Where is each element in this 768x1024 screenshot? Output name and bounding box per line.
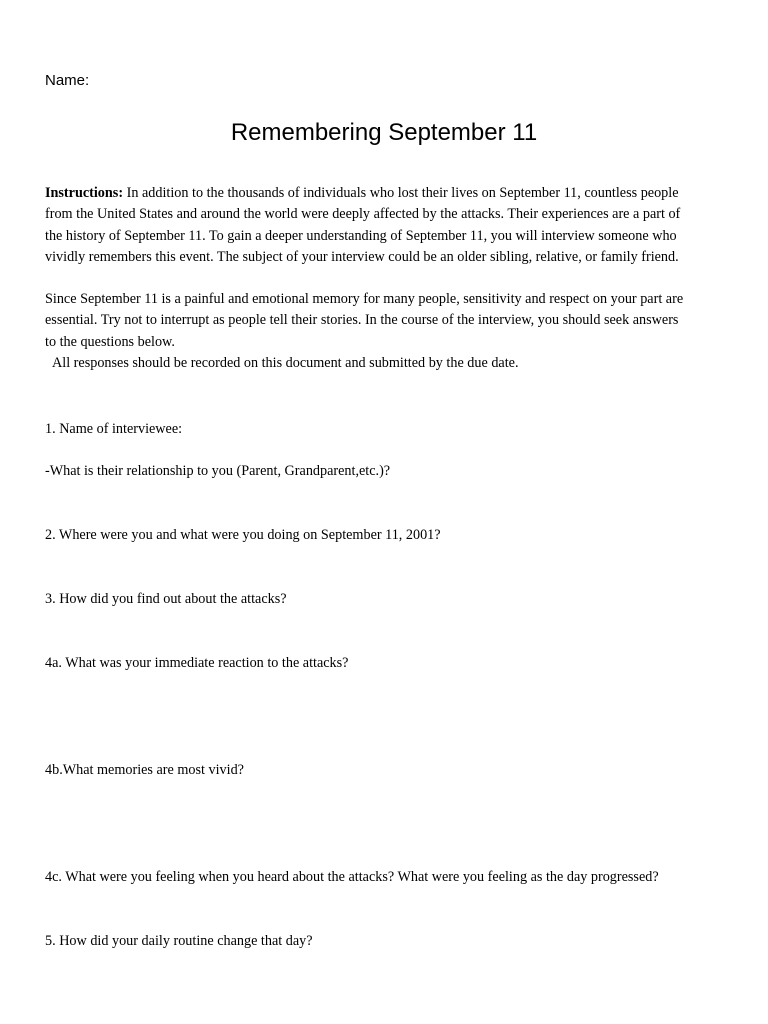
question-1-relationship: -What is their relationship to you (Parent, Grandparent,etc.)?: [45, 463, 391, 479]
name-label: Name:: [45, 72, 90, 89]
instructions-line-3: the history of September 11. To gain a deeper understanding of September 11, you will interview someone who: [45, 227, 677, 244]
submission-note: All responses should be recorded on this document and submitted by the due date.: [52, 354, 519, 371]
instructions-line-1: [45, 183, 725, 204]
sensitivity-line-3: to the questions below.: [45, 333, 175, 350]
instructions-line-4: vividly remembers this event. The subject of your interview could be an older sibling, relative, or family friend.: [45, 248, 679, 265]
sensitivity-line-1: Since September 11 is a painful and emotional memory for many people, sensitivity and respect on your part are: [45, 291, 684, 307]
instructions-paragraph: [45, 183, 725, 268]
page-title: Remembering September 11: [230, 119, 538, 146]
question-5: 5. How did your daily routine change that day?: [45, 933, 313, 949]
question-4b: 4b.What memories are most vivid?: [45, 762, 244, 778]
question-1: 1. Name of interviewee:: [45, 421, 183, 437]
question-4c: 4c. What were you feeling when you heard about the attacks? What were you feeling as the day progressed?: [45, 869, 659, 885]
sensitivity-paragraph: [45, 289, 725, 374]
question-4a: 4a. What was your immediate reaction to the attacks?: [45, 655, 349, 671]
instructions-line-2: from the United States and around the world were deeply affected by the attacks. Their experiences are a part of: [45, 206, 681, 223]
question-2: 2. Where were you and what were you doing on September 11, 2001?: [45, 527, 441, 543]
sensitivity-line-2: essential. Try not to interrupt as people tell their stories. In the course of the interview, you should seek answers: [45, 312, 679, 329]
instructions-text: In addition to the thousands of individuals who lost their lives on September 11, countless people: [123, 185, 679, 201]
question-3: 3. How did you find out about the attacks?: [45, 591, 287, 607]
instructions-label: Instructions:: [45, 185, 124, 201]
